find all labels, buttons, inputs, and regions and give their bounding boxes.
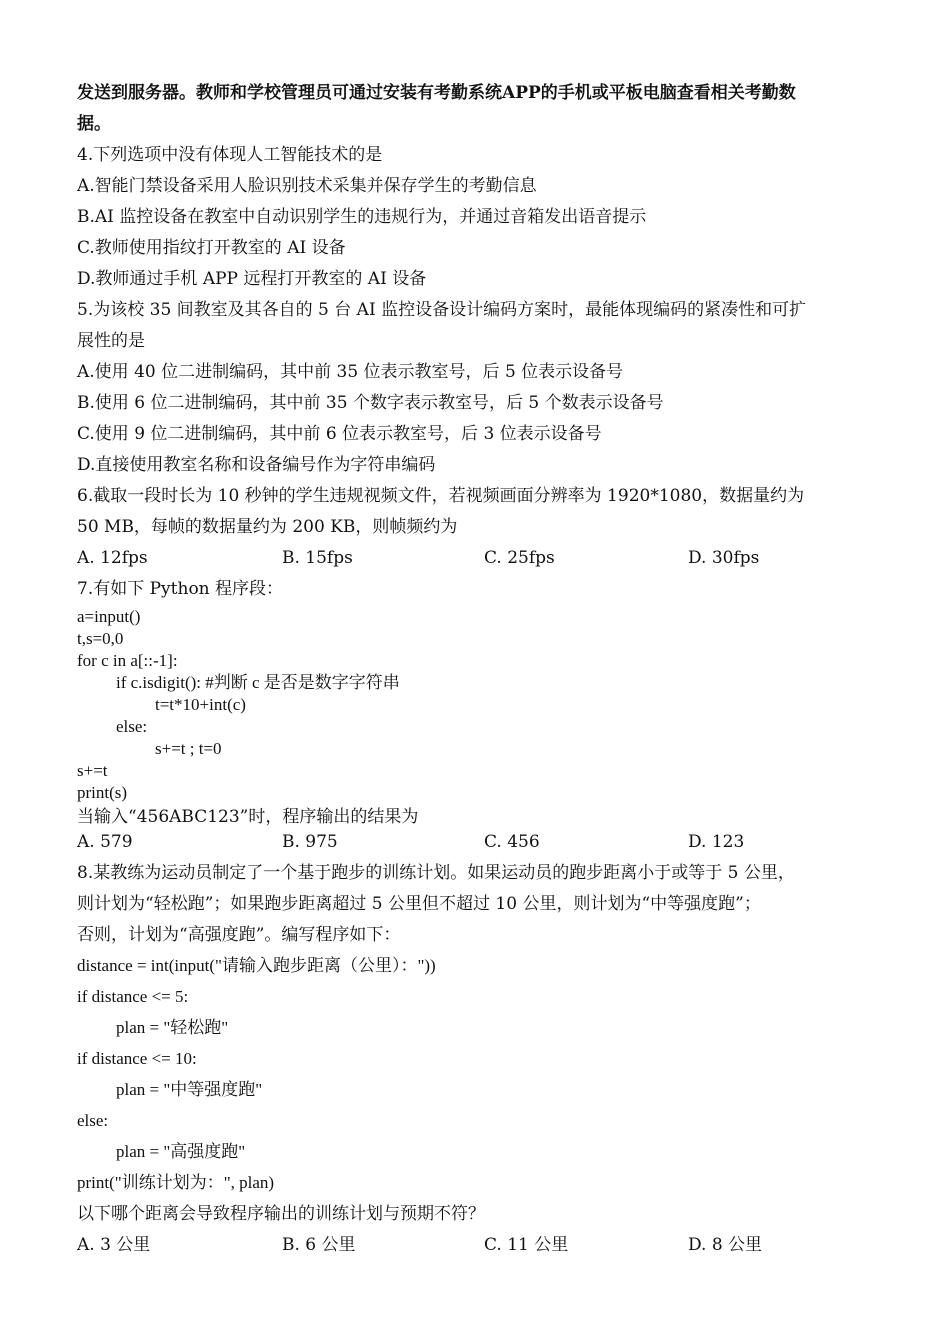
q8-code-line: plan = "轻松跑"	[116, 1018, 229, 1037]
q7-code-line: s+=t ; t=0	[155, 739, 222, 758]
q7-code-line: else:	[116, 717, 148, 736]
q4-option-d: D.教师通过手机 APP 远程打开教室的 AI 设备	[77, 269, 427, 289]
q7-stem: 7.有如下 Python 程序段：	[77, 579, 284, 599]
q5-option-c: C.使用 9 位二进制编码，其中前 6 位表示教室号，后 3 位表示设备号	[77, 424, 602, 444]
q4-option-c: C.教师使用指纹打开教室的 AI 设备	[77, 238, 346, 258]
q7-code-line: print(s)	[77, 783, 128, 802]
q7-option-c: C. 456	[484, 832, 540, 852]
q4-option-b: B.AI 监控设备在教室中自动识别学生的违规行为，并通过音箱发出语音提示	[77, 207, 647, 227]
q8-option-b: B. 6 公里	[282, 1235, 356, 1255]
q7-option-b: B. 975	[282, 832, 338, 852]
q6-option-c: C. 25fps	[484, 548, 555, 568]
q8-code-line: if distance <= 5:	[77, 987, 189, 1006]
q7-code-line: for c in a[::-1]:	[77, 651, 178, 670]
q8-code-line: plan = "中等强度跑"	[116, 1080, 263, 1099]
q8-option-d: D. 8 公里	[688, 1235, 763, 1255]
q5-option-b: B.使用 6 位二进制编码，其中前 35 个数字表示教室号，后 5 个数表示设备号	[77, 393, 664, 413]
q5-option-a: A.使用 40 位二进制编码，其中前 35 位表示教室号，后 5 位表示设备号	[77, 362, 624, 382]
intro-line-2: 据。	[77, 114, 111, 134]
q6-option-b: B. 15fps	[282, 548, 353, 568]
q7-question: 当输入“456ABC123”时，程序输出的结果为	[77, 807, 419, 827]
q6-stem-line-2: 50 MB，每帧的数据量约为 200 KB，则帧频约为	[77, 517, 458, 537]
q8-code-line: else:	[77, 1111, 109, 1130]
q8-option-c: C. 11 公里	[484, 1235, 569, 1255]
q5-stem-line-1: 5.为该校 35 间教室及其各自的 5 台 AI 监控设备设计编码方案时，最能体现编码的紧凑性和可扩	[77, 300, 807, 320]
q8-code-line: print("训练计划为：", plan)	[77, 1173, 275, 1192]
q4-option-a: A.智能门禁设备采用人脸识别技术采集并保存学生的考勤信息	[77, 176, 537, 196]
q7-code-line: a=input()	[77, 607, 141, 626]
q7-code-line: t,s=0,0	[77, 629, 124, 648]
q8-stem-line-3: 否则，计划为“高强度跑”。编写程序如下：	[77, 925, 401, 945]
q8-code-line: plan = "高强度跑"	[116, 1142, 246, 1161]
q7-code-line: if c.isdigit(): #判断 c 是否是数字字符串	[116, 673, 400, 692]
q7-code-line: s+=t	[77, 761, 108, 780]
q8-stem-line-2: 则计划为“轻松跑”；如果跑步距离超过 5 公里但不超过 10 公里，则计划为“中等强度跑”；	[77, 894, 761, 914]
q6-option-a: A. 12fps	[77, 548, 148, 568]
q7-option-d: D. 123	[688, 832, 745, 852]
q6-stem-line-1: 6.截取一段时长为 10 秒钟的学生违规视频文件，若视频画面分辨率为 1920*1080，数据量约为	[77, 486, 805, 506]
q4-stem: 4.下列选项中没有体现人工智能技术的是	[77, 145, 383, 165]
q8-option-a: A. 3 公里	[77, 1235, 151, 1255]
intro-line-1: 发送到服务器。教师和学校管理员可通过安装有考勤系统APP的手机或平板电脑查看相关考勤数	[77, 83, 796, 103]
q8-question: 以下哪个距离会导致程序输出的训练计划与预期不符？	[77, 1204, 485, 1224]
q5-option-d: D.直接使用教室名称和设备编号作为字符串编码	[77, 455, 436, 475]
q7-code-line: t=t*10+int(c)	[155, 695, 246, 714]
q7-option-a: A. 579	[77, 832, 133, 852]
q5-stem-line-2: 展性的是	[77, 331, 145, 351]
q6-option-d: D. 30fps	[688, 548, 760, 568]
q8-code-line: distance = int(input("请输入跑步距离（公里）："))	[77, 956, 436, 975]
q8-stem-line-1: 8.某教练为运动员制定了一个基于跑步的训练计划。如果运动员的跑步距离小于或等于 5 公里，	[77, 863, 795, 883]
q8-code-line: if distance <= 10:	[77, 1049, 197, 1068]
